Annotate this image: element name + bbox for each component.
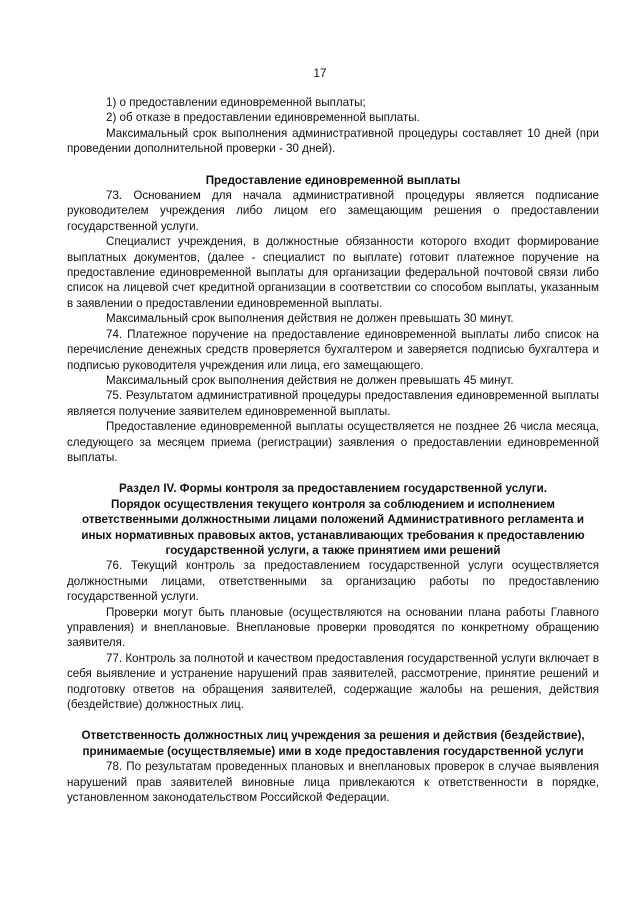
- paragraph-max-45-minutes: Максимальный срок выполнения действия не должен превышать 45 минут.: [106, 373, 514, 387]
- page-content: [67, 95, 599, 805]
- page-number: 17: [313, 67, 327, 80]
- paragraph-inspections: Проверки могут быть плановые (осуществляются на основании плана работы Главного управления) и внеплановые. Внеплановые проверки проводятся по конкретному обращению заявителя.: [67, 605, 599, 650]
- paragraph-75: 75. Результатом административной процедуры предоставления единовременной выплаты является получение заявителем единовременной выплаты.: [67, 389, 599, 418]
- paragraph-decision-item-2: 2) об отказе в предоставлении единовременной выплаты.: [106, 111, 420, 125]
- paragraph-max-term: Максимальный срок выполнения административной процедуры составляет 10 дней (при проведении дополнительной проверки - 30 дней).: [67, 126, 599, 156]
- section-heading-payment: Предоставление единовременной выплаты: [205, 173, 461, 187]
- paragraph-76: 76. Текущий контроль за предоставлением государственной услуги осуществляется должностными лицами, ответственными за организацию работы по предоставлению государственной услуги.: [67, 559, 599, 604]
- section-subheading-iv: Порядок осуществления текущего контроля за соблюдением и исполнением ответственными должностными лицами положений Административного регламента и иных нормативных правовых актов, устанавливающих требования к предоставлению государственной услуги, а также принятием ими решений: [81, 497, 585, 557]
- paragraph-74: 74. Платежное поручение на предоставление единовременной выплаты либо список на перечисление денежных средств проверяется бухгалтером и заверяется подписью бухгалтера и подписью руководителя учреждения или лица, его замещающего.: [67, 327, 599, 372]
- paragraph-77: 77. Контроль за полнотой и качеством предоставления государственной услуги включает в себя выявление и устранение нарушений прав заявителей, рассмотрение, принятие решений и подготовку ответов на обращения заявителей, содержащие жалобы на решения, действия (бездействие) должностных лиц.: [67, 651, 599, 712]
- section-heading-iv: Раздел IV. Формы контроля за предоставлением государственной услуги.: [119, 482, 547, 496]
- paragraph-specialist: Специалист учреждения, в должностные обязанности которого входит формирование выплатных документов, (далее - специалист по выплате) готовит платежное поручение на предоставление единовременной выплаты для организации федеральной почтовой связи либо список на лицевой счет кредитной организации в соответствии со способом выплаты, указанным в заявлении о предоставлении единовременной выплаты.: [67, 235, 599, 310]
- paragraph-78: 78. По результатам проведенных плановых и внеплановых проверок в случае выявления нарушений прав заявителей виновные лица привлекаются к ответственности в порядке, установленном законодательством Российской Федерации.: [67, 760, 599, 805]
- paragraph-73: 73. Основанием для начала административной процедуры является подписание руководителем учреждения либо лицом его замещающим решения о предоставлении государственной услуги.: [67, 189, 599, 233]
- paragraph-max-30-minutes: Максимальный срок выполнения действия не должен превышать 30 минут.: [106, 312, 514, 326]
- paragraph-payment-deadline: Предоставление единовременной выплаты осуществляется не позднее 26 числа месяца, следующего за месяцем приема (регистрации) заявления о предоставлении единовременной выплаты.: [67, 420, 599, 464]
- paragraph-decision-item-1: 1) о предоставлении единовременной выплаты;: [106, 96, 366, 109]
- section-heading-responsibility: Ответственность должностных лиц учреждения за решения и действия (бездействие), принимаемые (осуществляемые) ими в ходе предоставления государственной услуги: [81, 729, 585, 758]
